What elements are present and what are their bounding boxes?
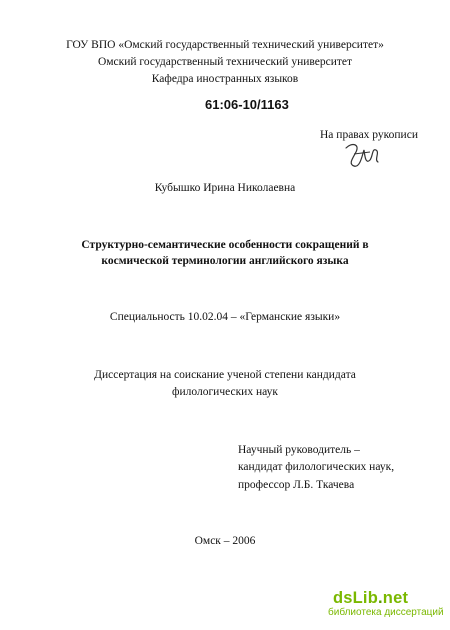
specialty-line: Специальность 10.02.04 – «Германские языки» [109,311,341,323]
watermark-logo-main: dsLib [333,589,378,607]
supervisor-line-2: кандидат филологических наук, [238,461,395,473]
university-line: Омский государственный технический университет [97,56,353,68]
supervisor-line-1: Научный руководитель – [238,444,360,456]
dissertation-line-2: филологических наук [172,386,278,398]
author-name: Кубышко Ирина Николаевна [154,182,296,194]
supervisor-line-3: профессор Л.Б. Ткачева [238,479,355,491]
title-line-1: Структурно-семантические особенности сокращений в [81,239,369,251]
place-year: Омск – 2006 [194,535,256,547]
signature-image [340,138,384,172]
watermark-logo-dot: . [378,589,383,607]
watermark-logo [333,589,408,608]
watermark-logo-tld: net [382,589,409,607]
watermark-subtitle: библиотека диссертаций [328,607,444,618]
institution-line: ГОУ ВПО «Омский государственный технический университет» [66,39,384,51]
department-line: Кафедра иностранных языков [151,73,299,85]
manuscript-rights: На правах рукописи [320,129,418,141]
title-line-2: космической терминологии английского языка [101,255,349,267]
dissertation-line-1: Диссертация на соискание ученой степени кандидата [94,369,356,381]
registry-code: 61:06-10/1163 [205,97,289,112]
